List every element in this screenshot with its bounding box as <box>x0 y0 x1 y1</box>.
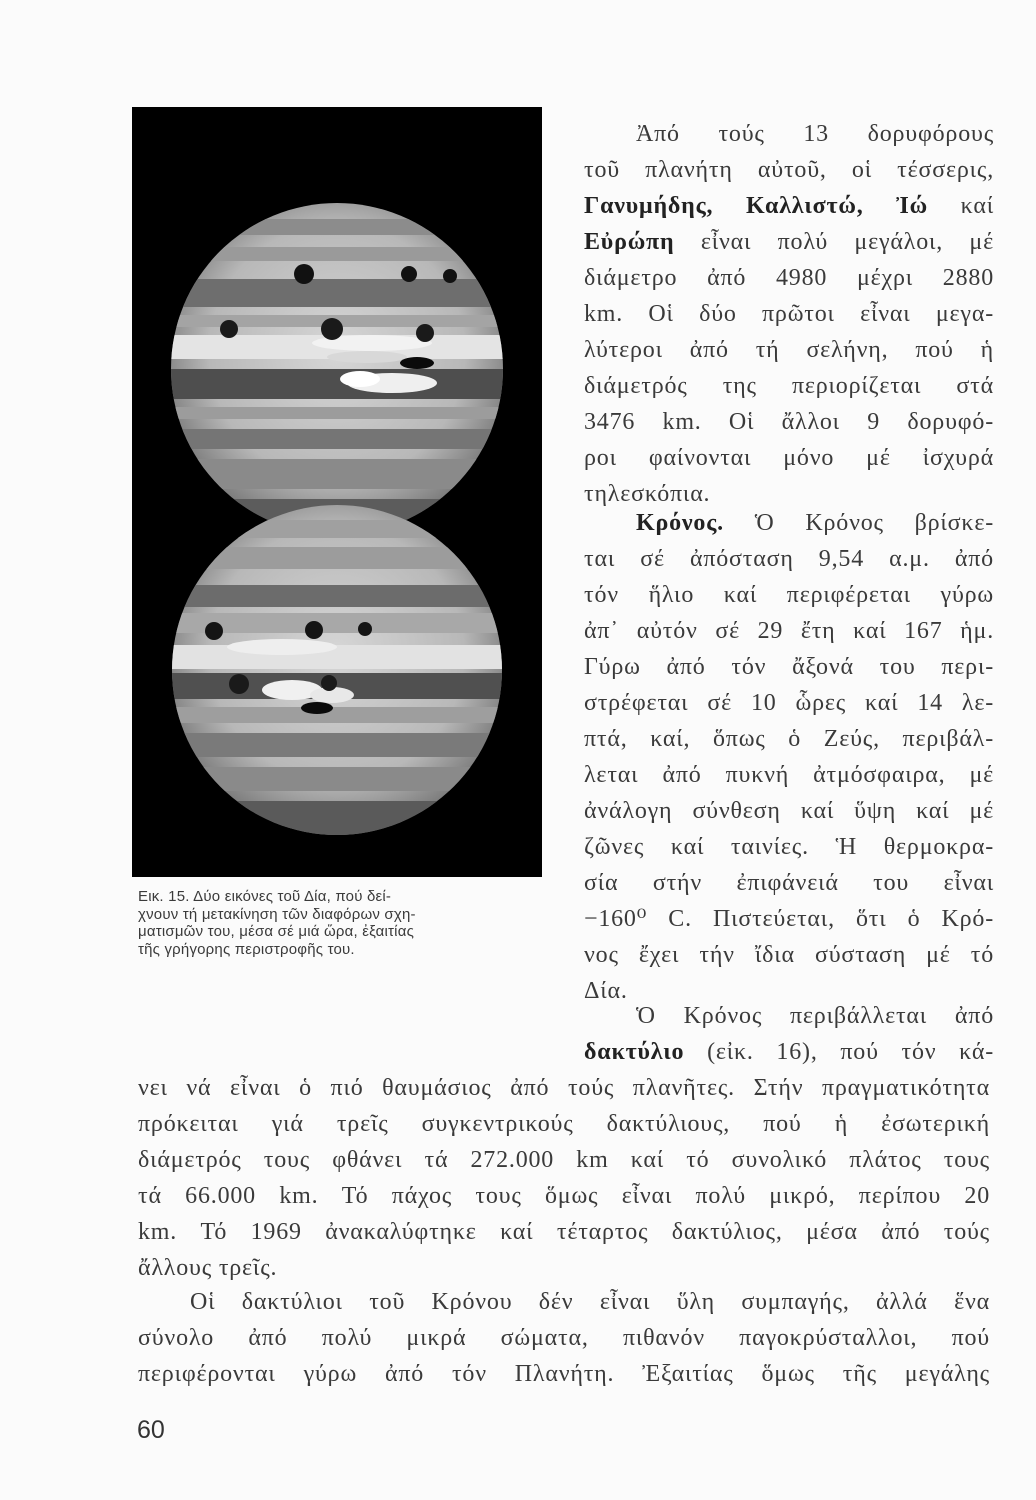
rings-paragraph-body <box>138 1070 990 1286</box>
text-line: ροι φαίνονται μόνο μέ ἰσχυρά <box>584 445 994 471</box>
saturn-paragraph <box>584 505 994 1009</box>
figure-caption <box>138 888 538 958</box>
rings-paragraph-start <box>584 998 994 1070</box>
text-line: τηλεσκόπια. <box>584 481 711 507</box>
text-line: νος ἔχει τήν ἴδια σύσταση μέ τό <box>584 942 994 968</box>
text-line: Ἀπό τούς 13 δορυφόρους <box>636 121 994 147</box>
text-line: ται σέ ἀπόσταση 9,54 α.μ. ἀπό <box>584 546 994 572</box>
text-line: ζῶνες καί ταινίες. Ἡ θερμοκρα- <box>584 834 994 860</box>
text-line: νει νά εἶναι ὁ πιό θαυμάσιος ἀπό τούς πλανῆτες. Στήν πραγματικότητα <box>138 1075 990 1101</box>
text-line: διάμετρός της περιορίζεται στά <box>584 373 994 399</box>
ring-particles-paragraph <box>138 1284 990 1392</box>
jupiter-image-bottom <box>162 505 522 841</box>
text-line: λύτεροι ἀπό τή σελήνη, πού ἡ <box>584 337 994 363</box>
text-line: Οἱ δακτύλιοι τοῦ Κρόνου δέν εἶναι ὕλη συμπαγής, ἀλλά ἕνα <box>190 1289 990 1315</box>
caption-line: χνουν τή μετακίνηση τῶν διαφόρων σχη- <box>138 905 416 923</box>
moon-names: Γανυμήδης, Καλλιστώ, Ἰώ <box>584 193 928 219</box>
text-line: Γύρω ἀπό τόν ἄξονά του περι- <box>584 654 994 680</box>
jupiter-photos <box>132 107 542 877</box>
text-line: τά 66.000 km. Τό πάχος τους ὅμως εἶναι πολύ μικρό, περίπου 20 <box>138 1183 990 1209</box>
section-heading: Κρόνος. <box>636 510 724 536</box>
text-line: στρέφεται σέ 10 ὧρες καί 14 λε- <box>584 690 994 716</box>
text-line: Εὐρώπη εἶναι πολύ μεγάλοι, μέ <box>584 229 994 255</box>
text-line: ἀπ᾽ αὐτόν σέ 29 ἔτη καί 167 ἡμ. <box>584 618 994 644</box>
text-line: διάμετρο ἀπό 4980 μέχρι 2880 <box>584 265 994 291</box>
jupiter-image-top <box>162 203 522 539</box>
text-line: πρόκειται γιά τρεῖς συγκεντρικούς δακτύλιους, πού ἡ ἐσωτερική <box>138 1111 990 1137</box>
text-line: περιφέρονται γύρω ἀπό τόν Πλανήτη. Ἐξαιτίας ὅμως τῆς μεγάλης <box>138 1361 990 1387</box>
text-line: σία στήν ἐπιφάνειά του εἶναι <box>584 870 994 896</box>
text-line: −160⁰ C. Πιστεύεται, ὅτι ὁ Κρό- <box>584 906 994 932</box>
text-line: πτά, καί, ὅπως ὁ Ζεύς, περιβάλ- <box>584 726 994 752</box>
text-line: ἀνάλογη σύνθεση καί ὕψη καί μέ <box>584 798 994 824</box>
key-term: δακτύλιο <box>584 1039 685 1065</box>
text-line: τόν ἥλιο καί περιφέρεται γύρω <box>584 582 994 608</box>
text-line: km. Τό 1969 ἀνακαλύφτηκε καί τέταρτος δακτύλιος, μέσα ἀπό τούς <box>138 1219 990 1245</box>
text-line: Κρόνος. Ὁ Κρόνος βρίσκε- <box>636 510 994 536</box>
text-line: τοῦ πλανήτη αὐτοῦ, οἱ τέσσερις, <box>584 157 994 183</box>
moon-name: Εὐρώπη <box>584 229 675 255</box>
text-line: σύνολο ἀπό πολύ μικρά σώματα, πιθανόν παγοκρύσταλλοι, πού <box>138 1325 990 1351</box>
caption-line: Εικ. 15. Δύο εικόνες τοῦ Δία, πού δεί- <box>138 888 392 905</box>
text-line: ἄλλους τρεῖς. <box>138 1255 278 1281</box>
text-line: λεται ἀπό πυκνή ἀτμόσφαιρα, μέ <box>584 762 994 788</box>
text-line: δακτύλιο (εἰκ. 16), πού τόν κά- <box>584 1039 994 1065</box>
caption-line: ματισμῶν του, μέσα σέ μιά ὥρα, ἐξαιτίας <box>138 923 415 940</box>
text-line: Δία. <box>584 978 628 1004</box>
text-line: km. Οἱ δύο πρῶτοι εἶναι μεγα- <box>584 301 994 327</box>
caption-line: τῆς γρήγορης περιστροφῆς του. <box>138 940 355 958</box>
text-line: Ὁ Κρόνος περιβάλλεται ἀπό <box>636 1003 994 1029</box>
text-line: Γανυμήδης, Καλλιστώ, Ἰώ καί <box>584 193 994 219</box>
text-line: 3476 km. Οἱ ἄλλοι 9 δορυφό- <box>584 409 994 435</box>
page-number: 60 <box>137 1416 165 1444</box>
text-line: διάμετρός τους φθάνει τά 272.000 km καί τό συνολικό πλάτος τους <box>138 1147 990 1173</box>
moons-paragraph <box>584 116 994 512</box>
